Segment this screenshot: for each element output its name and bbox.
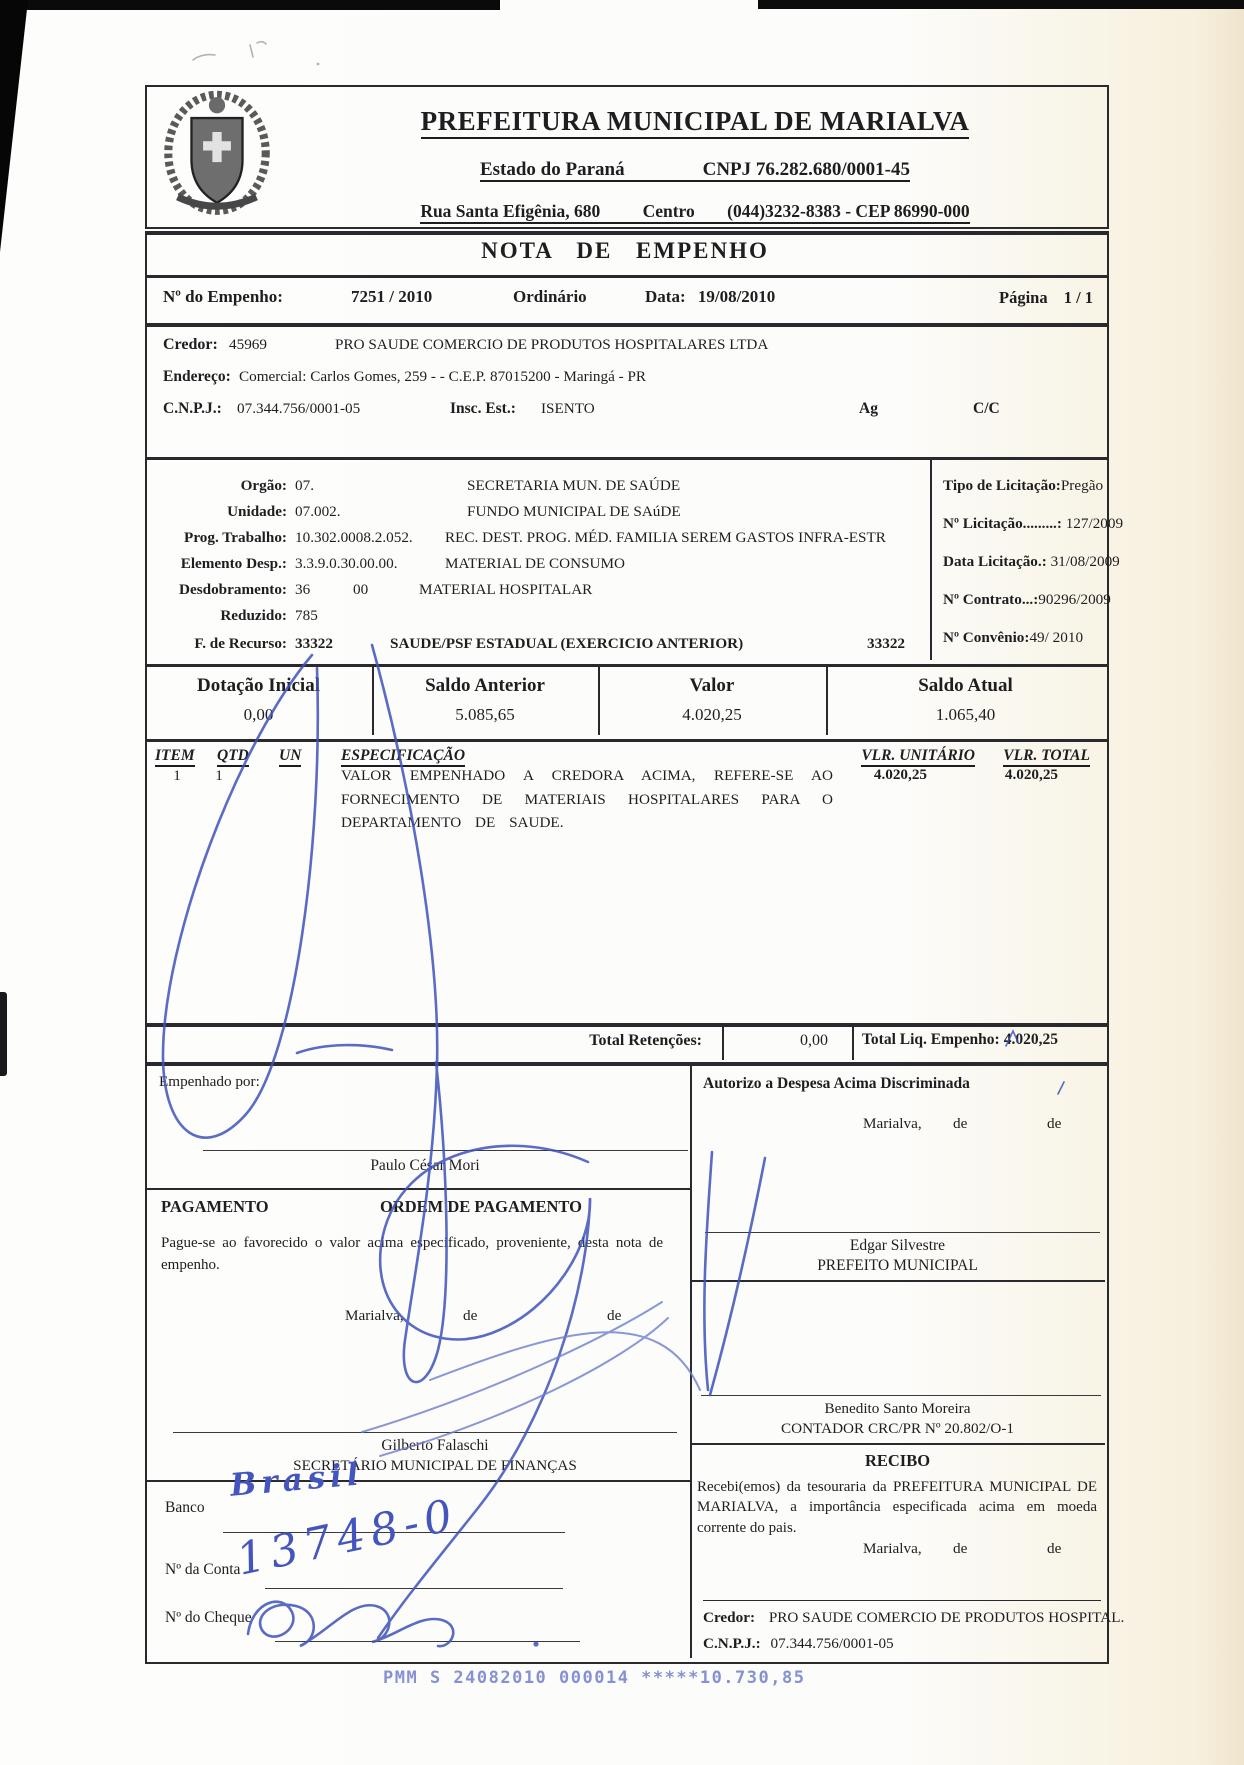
row-label: Desdobramento: [179, 581, 287, 598]
empenhado-signer-name: Paulo César Mori [370, 1157, 480, 1174]
header-address-underline [420, 201, 969, 224]
conta-label: Nº da Conta [165, 1561, 241, 1578]
row-label: Orgão: [240, 477, 287, 494]
de-label-1: de [463, 1307, 478, 1324]
classification-row-prog-trabalho [145, 529, 886, 547]
row-value: 49/ 2010 [1029, 629, 1084, 646]
licitacao-row-data [943, 553, 1120, 571]
classification-row-orgao [145, 477, 680, 495]
row-value: 90296/2009 [1038, 591, 1111, 608]
municipal-coat-of-arms-logo [159, 90, 275, 218]
item-qty: 1 [215, 767, 223, 784]
creditor-address: Comercial: Carlos Gomes, 259 - - C.E.P. 87015200 - Maringá - PR [239, 368, 647, 385]
city-label: Marialva, [345, 1307, 404, 1324]
page-title: PREFEITURA MUNICIPAL DE MARIALVA [421, 106, 970, 139]
row-label: Unidade: [227, 503, 287, 520]
empenho-type: Ordinário [513, 287, 587, 306]
licitacao-row-contrato [943, 591, 1111, 609]
row-label: Data Licitação.: [943, 553, 1047, 570]
licitacao-row-convenio [943, 629, 1083, 647]
pencil-dot [317, 63, 320, 66]
pencil-mark-1 [193, 55, 215, 60]
cnpj-label: CNPJ 76.282.680/0001-45 [702, 159, 911, 180]
item-unit-value: 4.020,25 [873, 766, 927, 783]
banco-label: Banco [165, 1499, 205, 1516]
dotacao-inicial-label: Dotação Inicial [197, 675, 320, 696]
creditor-label: Credor: [163, 336, 218, 353]
page-number-value: 1 / 1 [1063, 288, 1094, 307]
header-text: VLR. UNITÁRIO [861, 747, 975, 767]
row-desc: SAUDE/PSF ESTADUAL (EXERCICIO ANTERIOR) [390, 635, 744, 652]
empenhado-signature-line [203, 1150, 688, 1151]
header-text: UN [279, 747, 301, 767]
document-title-text: NOTA DE EMPENHO [481, 238, 769, 263]
row-label: Nº Contrato...: [943, 591, 1039, 608]
header-subtitle-row [295, 159, 1095, 182]
de-label-2: de [607, 1307, 622, 1324]
items-header-vlr-total [993, 747, 1090, 766]
row-code: 785 [295, 607, 318, 624]
header-text: QTD [217, 747, 249, 767]
empenho-number-value: 7251 / 2010 [351, 287, 433, 306]
classification-row-reduzido [145, 607, 445, 625]
saldo-anterior-label: Saldo Anterior [425, 675, 545, 696]
licitacao-row-tipo [943, 477, 1103, 495]
address-street: Rua Santa Efigênia, 680 [420, 201, 601, 221]
item-total-value: 4.020,25 [1004, 766, 1058, 783]
ordem-pagamento-title: ORDEM DE PAGAMENTO [380, 1197, 582, 1216]
payment-machine-stamp: PMM S 24082010 000014 *****10.730,85 [383, 1668, 806, 1688]
agency-label: Ag [859, 400, 878, 417]
recibo-credor-label: Credor: [703, 1609, 756, 1626]
document-title [145, 237, 1105, 265]
row-code: 33322 [295, 635, 333, 652]
autorizo-title: Autorizo a Despesa Acima Discriminada [703, 1075, 970, 1092]
header-text: ESPECIFICAÇÃO [341, 747, 465, 767]
page-number [999, 288, 1093, 308]
header-address-row [295, 201, 1095, 222]
row-desc: FUNDO MUNICIPAL DE SAúDE [467, 503, 681, 520]
de-label-1: de [953, 1115, 968, 1132]
coat-of-arms-icon [159, 90, 275, 218]
secretario-name: Gilberto Falaschi [381, 1437, 489, 1454]
row-label: Nº Licitação.........: [943, 515, 1062, 532]
recibo-credor-border [703, 1600, 1101, 1601]
recibo-cnpj-value: 07.344.756/0001-05 [770, 1635, 894, 1652]
account-label: C/C [973, 400, 1000, 417]
saldo-anterior-value: 5.085,65 [455, 705, 515, 724]
cheque-field-line [275, 1641, 580, 1642]
total-liq-label: Total Liq. Empenho: [862, 1031, 1000, 1048]
pagamento-title: PAGAMENTO [161, 1197, 269, 1216]
scan-edge-top-left [0, 0, 500, 10]
state-registration-value: ISENTO [541, 400, 595, 417]
row-value: 31/08/2009 [1050, 553, 1120, 570]
header-text: ITEM [155, 747, 195, 767]
retentions-divider-2 [852, 1025, 854, 1060]
header-text: VLR. TOTAL [1003, 747, 1090, 767]
item-number: 1 [173, 767, 181, 784]
valor-label: Valor [689, 675, 735, 696]
row-label: F. de Recurso: [194, 635, 287, 652]
handwritten-account-number: 13748-0 [232, 1489, 463, 1586]
row-label: Tipo de Licitação: [943, 477, 1061, 494]
recibo-credor-row [703, 1609, 1124, 1627]
row-code: 07.002. [295, 503, 341, 520]
row-code: 36 [295, 581, 311, 598]
empenhado-por-label: Empenhado por: [159, 1073, 260, 1090]
items-header-especificacao [341, 747, 465, 766]
fonte-recurso-extra-code: 33322 [867, 635, 905, 652]
header-title-row [295, 105, 1095, 137]
creditor-address-label: Endereço: [163, 368, 231, 385]
items-header-un [279, 747, 301, 766]
creditor-code: 45969 [229, 336, 267, 353]
scan-edge-top-right [758, 0, 1244, 9]
row-label: Reduzido: [220, 607, 287, 624]
classification-divider [930, 460, 932, 660]
nota-de-empenho-form [145, 85, 1125, 1660]
secretario-role: SECRETÁRIO MUNICIPAL DE FINANÇAS [293, 1457, 577, 1474]
total-liq-value: 4.020,25 [1003, 1031, 1058, 1048]
retentions-value: 0,00 [800, 1032, 828, 1049]
bottom-center-divider [690, 1064, 692, 1658]
row-code: 10.302.0008.2.052. [295, 529, 413, 546]
address-district: Centro [642, 201, 695, 221]
handwritten-bank-name: Brasil [228, 1456, 365, 1504]
items-header-vlr-unitario [850, 747, 975, 766]
row-desc: REC. DEST. PROG. MÉD. FAMILIA SEREM GASTOS INFRA-ESTR [445, 529, 886, 546]
row-desc: MATERIAL HOSPITALAR [419, 581, 593, 598]
creditor-cnpj: 07.344.756/0001-05 [237, 400, 361, 417]
items-header-qtd [217, 747, 249, 766]
address-phone-cep: (044)3232-8383 - CEP 86990-000 [727, 201, 970, 221]
recibo-cnpj-row [703, 1635, 894, 1653]
empenho-number-label: Nº do Empenho: [163, 287, 283, 306]
item-description: VALOR EMPENHADO A CREDORA ACIMA, REFERE-SE AO FORNECIMENTO DE MATERIAIS HOSPITALARES PARA O DEPARTAMENTO DE SAUDE. [341, 767, 833, 832]
prefeito-role: PREFEITO MUNICIPAL [817, 1257, 978, 1274]
saldo-atual-label: Saldo Atual [918, 675, 1013, 696]
prefeito-section-border [690, 1280, 1105, 1282]
row-label: Prog. Trabalho: [184, 529, 287, 546]
row-value: 127/2009 [1065, 515, 1124, 532]
classification-row-elemento [145, 555, 625, 573]
de-label-2: de [1047, 1115, 1062, 1132]
contador-signature-line [701, 1395, 1101, 1396]
pencil-mark-2 [250, 45, 253, 57]
recibo-text: Recebi(emos) da tesouraria da PREFEITURA MUNICIPAL DE MARIALVA, a importância especificada acima em moeda corrente do pais. [697, 1479, 1097, 1536]
state-label: Estado do Paraná [479, 159, 625, 180]
contador-name: Benedito Santo Moreira [824, 1400, 971, 1417]
row-desc: MATERIAL DE CONSUMO [445, 555, 626, 572]
row-desc: SECRETARIA MUN. DE SAÚDE [467, 477, 681, 494]
creditor-name: PRO SAUDE COMERCIO DE PRODUTOS HOSPITALARES LTDA [335, 336, 769, 353]
empenho-number-row [145, 275, 1109, 325]
prefeito-name: Edgar Silvestre [849, 1237, 946, 1254]
pagamento-text: Pague-se ao favorecido o valor acima especificado, proveniente, desta nota de empenho. [161, 1235, 663, 1273]
row-value: Pregão [1060, 477, 1104, 494]
valor-value: 4.020,25 [682, 705, 742, 724]
empenhado-box-bottom-border [145, 1188, 690, 1190]
saldo-atual-value: 1.065,40 [935, 705, 996, 724]
city-label: Marialva, [863, 1115, 922, 1132]
recibo-cnpj-label: C.N.P.J.: [703, 1635, 761, 1652]
pencil-mark-3 [257, 42, 266, 44]
row-code: 3.3.9.0.30.00.00. [295, 555, 398, 572]
row-code2: 00 [353, 581, 369, 598]
pagamento-section-border [145, 1480, 690, 1482]
creditor-cnpj-label: C.N.P.J.: [163, 400, 222, 417]
cheque-label: Nº do Cheque [165, 1609, 252, 1626]
scan-left-edge-mark [0, 992, 7, 1076]
de-label-2: de [1047, 1540, 1062, 1557]
date-label: Data: [645, 287, 686, 306]
contador-role: CONTADOR CRC/PR Nº 20.802/O-1 [780, 1420, 1015, 1437]
row-code: 07. [295, 477, 314, 494]
recibo-title: RECIBO [864, 1451, 931, 1470]
conta-field-line [265, 1588, 563, 1589]
state-registration-label: Insc. Est.: [450, 400, 516, 417]
classification-row-unidade [145, 503, 681, 521]
row-label: Nº Convênio: [943, 629, 1030, 646]
de-label-1: de [953, 1540, 968, 1557]
secretario-signature-line [173, 1432, 677, 1433]
scan-corner-wedge [0, 0, 28, 252]
row-label: Elemento Desp.: [180, 555, 287, 572]
prefeito-signature-line [705, 1232, 1100, 1233]
licitacao-row-numero [943, 515, 1123, 533]
header-subtitle-underline [479, 159, 911, 182]
classification-row-desdobramento [145, 581, 592, 599]
page-number-label: Página [999, 288, 1048, 307]
classification-row-fonte-recurso [145, 635, 743, 653]
dotacao-inicial-value: 0,00 [243, 705, 274, 724]
city-label: Marialva, [863, 1540, 922, 1557]
date-value: 19/08/2010 [697, 287, 776, 306]
recibo-credor-value: PRO SAUDE COMERCIO DE PRODUTOS HOSPITAL. [768, 1609, 1125, 1626]
empenho-date [645, 287, 775, 307]
items-header-item [155, 747, 195, 766]
recibo-section-border [690, 1443, 1105, 1445]
retentions-label: Total Retenções: [589, 1032, 702, 1049]
